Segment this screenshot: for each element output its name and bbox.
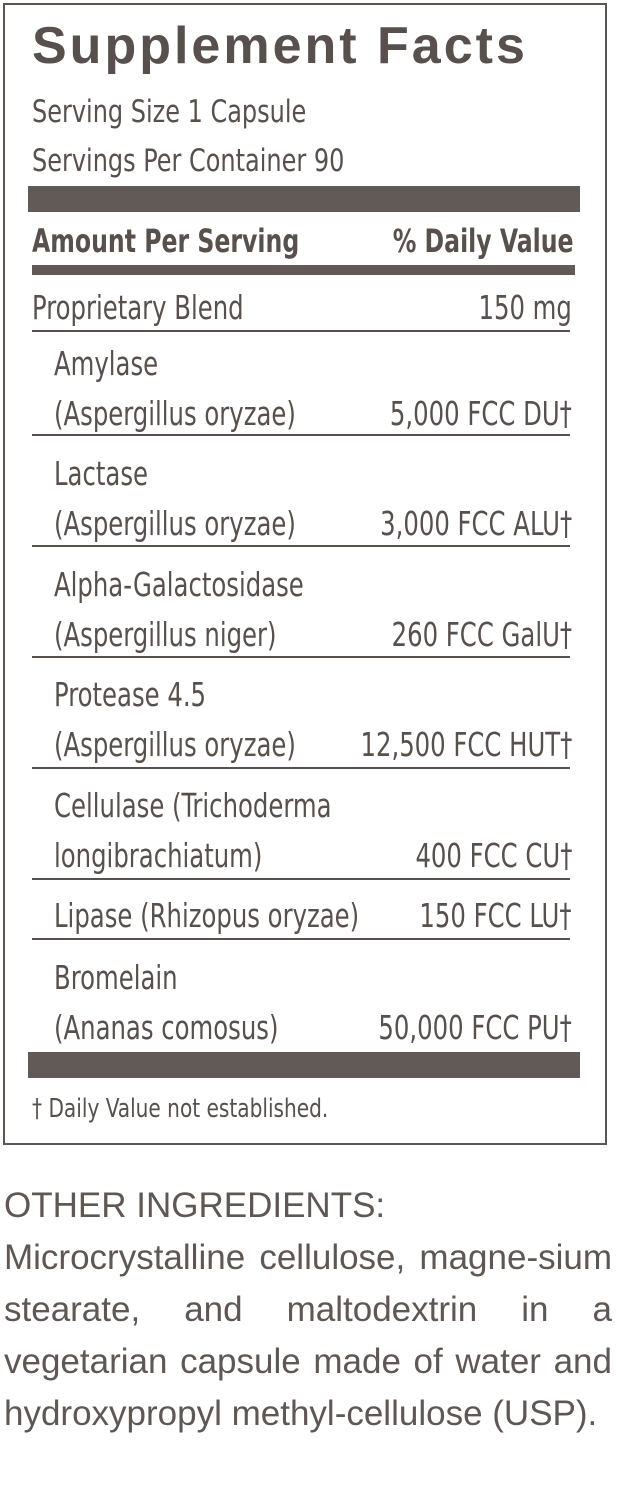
ingredient-name: Cellulase (Trichoderma xyxy=(54,786,332,825)
ingredient-name: Lipase (Rhizopus oryzae) xyxy=(54,896,360,935)
other-ingredients xyxy=(4,1180,612,1440)
footnote: † Daily Value not established. xyxy=(32,1094,329,1124)
row-divider xyxy=(32,545,570,547)
supplement-facts-title: Supplement Facts xyxy=(32,17,528,75)
ingredient-source: (Aspergillus niger) xyxy=(54,615,277,654)
row-divider xyxy=(32,656,570,658)
amount-per-serving-header: Amount Per Serving xyxy=(32,222,300,260)
row-divider xyxy=(32,767,570,769)
other-ingredients-text: Microcrystalline cellulose, magne-sium stearate, and maltodextrin in a vegetarian capsule made of water and hydroxypropyl methyl-cellulose (USP). xyxy=(4,1238,612,1433)
other-ingredients-heading: OTHER INGREDIENTS: xyxy=(4,1186,386,1225)
ingredient-source: (Ananas comosus) xyxy=(54,1008,279,1047)
thick-divider-top xyxy=(28,186,580,212)
row-divider xyxy=(32,938,570,940)
ingredient-amount: 150 FCC LU† xyxy=(419,896,572,935)
daily-value-header: % Daily Value xyxy=(393,222,574,260)
blend-name: Proprietary Blend xyxy=(32,288,244,327)
ingredient-name: Lactase xyxy=(54,454,148,493)
ingredient-source: (Aspergillus oryzae) xyxy=(54,725,296,764)
ingredient-amount: 400 FCC CU† xyxy=(415,836,572,875)
ingredient-amount: 5,000 FCC DU† xyxy=(390,394,572,433)
ingredient-amount: 12,500 FCC HUT† xyxy=(360,725,572,764)
ingredient-amount: 3,000 FCC ALU† xyxy=(379,504,572,543)
blend-amount: 150 mg xyxy=(478,288,572,327)
ingredient-source: (Aspergillus oryzae) xyxy=(54,394,296,433)
ingredient-amount: 50,000 FCC PU† xyxy=(378,1008,572,1047)
ingredient-name: Alpha-Galactosidase xyxy=(54,565,304,604)
thick-divider-bottom xyxy=(28,1052,580,1078)
ingredient-source: (Aspergillus oryzae) xyxy=(54,504,296,543)
ingredient-name: Amylase xyxy=(54,344,159,383)
ingredient-name: Protease 4.5 xyxy=(54,675,207,714)
ingredient-source: longibrachiatum) xyxy=(54,836,263,875)
ingredient-name: Bromelain xyxy=(54,958,178,997)
medium-divider xyxy=(32,265,575,275)
row-divider xyxy=(32,434,570,436)
ingredient-amount: 260 FCC GalU† xyxy=(391,615,572,654)
serving-size: Serving Size 1 Capsule xyxy=(32,94,307,130)
row-divider xyxy=(32,330,570,332)
row-divider xyxy=(32,878,570,880)
servings-per-container: Servings Per Container 90 xyxy=(32,143,345,179)
